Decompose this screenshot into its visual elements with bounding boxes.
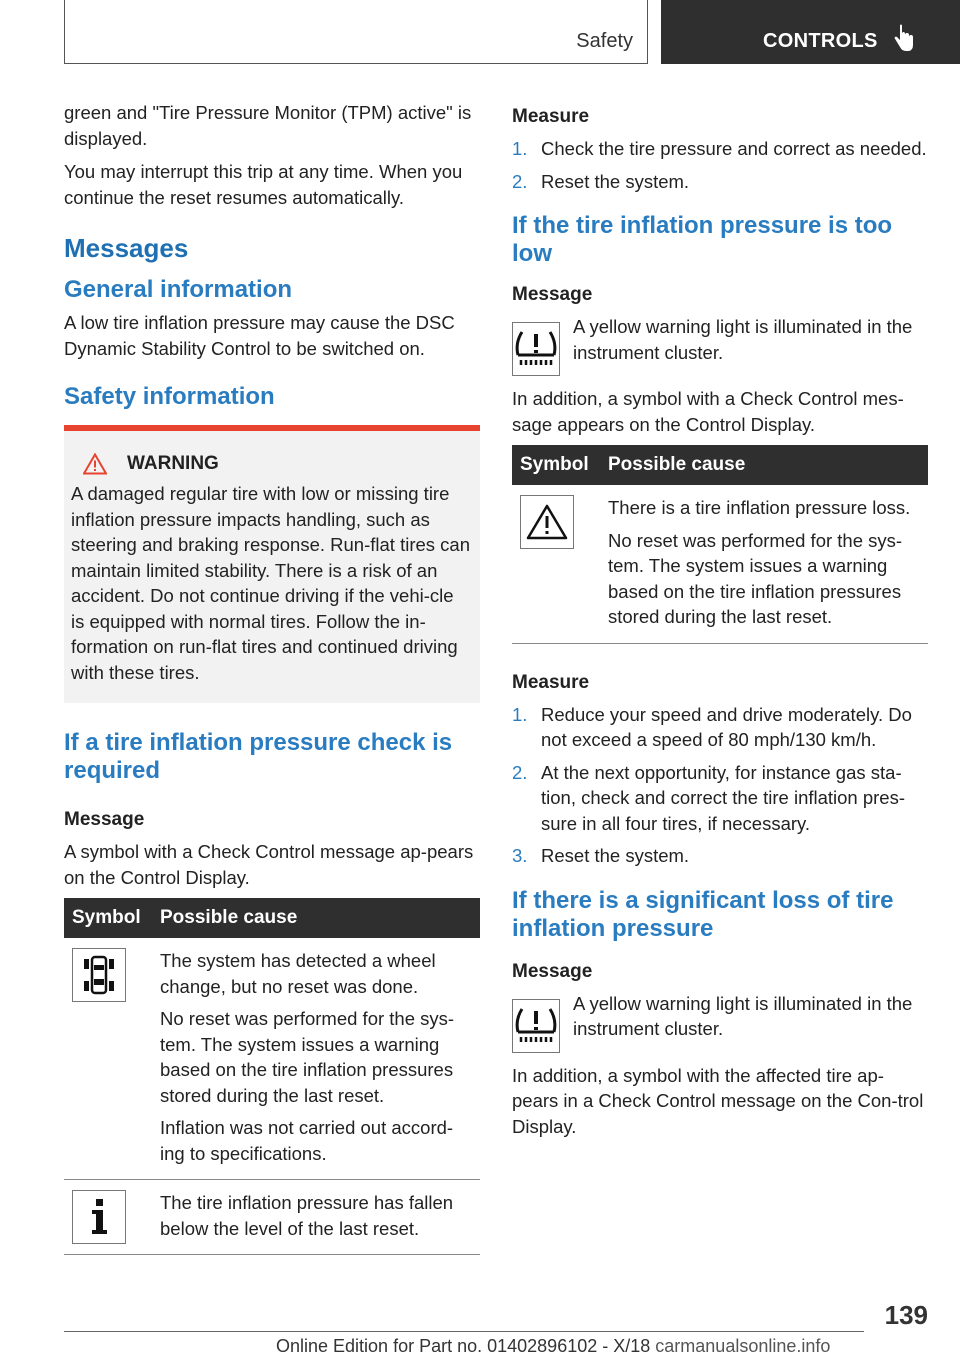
warning-light-message-2 <box>512 991 928 1053</box>
heading-significant-loss: If there is a significant loss of tire inflation pressure <box>512 886 894 942</box>
cause-text: The tire inflation pressure has fallen below the level of the last reset. <box>160 1192 454 1239</box>
table-header-row <box>512 445 928 485</box>
heading-safety-information: Safety information <box>64 383 275 410</box>
measure-steps <box>512 136 928 194</box>
cause-text: No reset was performed for the sys-tem. The system issues a warning based on the tire inflation pressures stored during the last reset. <box>608 529 903 627</box>
step-text: Reset the system. <box>541 845 690 866</box>
warning-light-message <box>512 314 928 376</box>
warning-triangle-icon <box>520 495 574 549</box>
table-header-cause: Possible cause <box>600 445 928 485</box>
step-number: 2. <box>512 761 528 783</box>
tire-pressure-warning-icon <box>512 999 560 1053</box>
right-column <box>512 104 928 1147</box>
step-text: At the next opportunity, for instance gas sta-tion, check and correct the tire inflation pres-sure in all four tires, if necessary. <box>541 761 906 834</box>
header-chapter-title: CONTROLS <box>763 30 878 52</box>
page-number: 139 <box>884 1300 928 1330</box>
tire-pressure-warning-icon <box>512 322 560 376</box>
intro-text-1: green and "Tire Pressure Monitor (TPM) active" is displayed. <box>64 102 472 149</box>
warning-box <box>64 425 480 703</box>
list-item <box>512 760 928 837</box>
warning-text: A damaged regular tire with low or missing tire inflation pressure impacts handling, such as steering and braking response. Run-flat tires can maintain limited stability. There is a risk of an accident. Do not continue driving if the vehi-cle is equipped with normal tires. Follow the in-formation on run-flat tires and continued driving with these tires. <box>71 483 470 683</box>
warning-title-text: WARNING <box>127 453 219 474</box>
message-label-2: Message <box>512 960 593 982</box>
cause-text: The system has detected a wheel change, but no reset was done. <box>160 950 436 997</box>
table-cell-symbol <box>512 485 600 643</box>
message-text: A symbol with a Check Control message ap-pears on the Control Display. <box>64 841 474 888</box>
footer-edition-text: Online Edition for Part no. 01402896102 - X/18 <box>276 1336 651 1356</box>
table-header-symbol: Symbol <box>64 898 152 938</box>
list-item <box>512 136 928 162</box>
header-section-title: Safety <box>576 30 633 52</box>
cause-text: There is a tire inflation pressure loss. <box>608 497 911 518</box>
table-cell-symbol <box>64 1180 152 1255</box>
measure-label: Measure <box>512 106 590 127</box>
header-chapter-tab <box>661 0 960 64</box>
footer-watermark: carmanualsonline.info <box>655 1336 831 1356</box>
step-text: Check the tire pressure and correct as needed. <box>541 138 927 159</box>
warning-light-text-2: A yellow warning light is illuminated in the instrument cluster. <box>573 992 913 1039</box>
list-item <box>512 702 928 753</box>
addition-text: In addition, a symbol with a Check Control mes-sage appears on the Control Display. <box>512 388 904 435</box>
footer-divider <box>64 1331 864 1332</box>
step-text: Reset the system. <box>541 170 690 192</box>
table-header-row <box>64 898 480 938</box>
table-row <box>512 485 928 643</box>
list-item <box>512 169 928 195</box>
table-header-cause: Possible cause <box>152 898 480 938</box>
footer-edition <box>276 1336 830 1357</box>
info-icon <box>72 1190 126 1244</box>
intro-text-2: You may interrupt this trip at any time. When you continue the reset resumes automatically. <box>64 161 463 208</box>
symbol-table-check <box>64 898 480 1255</box>
hand-pointer-icon <box>893 24 915 54</box>
table-row <box>64 1180 480 1255</box>
heading-pressure-check-required: If a tire inflation pressure check is required <box>64 729 453 784</box>
message-label: Message <box>512 284 593 305</box>
addition-text-2: In addition, a symbol with the affected tire ap-pears in a Check Control message on the Con-trol Display. <box>512 1064 924 1137</box>
table-cell-cause <box>600 485 928 643</box>
table-row <box>64 938 480 1180</box>
tire-car-icon <box>72 948 126 1002</box>
heading-pressure-too-low: If the tire inflation pressure is too low <box>512 212 893 267</box>
table-cell-cause <box>152 1180 480 1255</box>
table-cell-cause <box>152 938 480 1180</box>
left-column <box>64 100 480 1255</box>
heading-messages: Messages <box>64 233 189 263</box>
cause-text: Inflation was not carried out accord-ing to specifications. <box>160 1117 454 1164</box>
warning-light-text: A yellow warning light is illuminated in the instrument cluster. <box>573 316 913 363</box>
heading-general-information: General information <box>64 276 293 303</box>
symbol-table-low <box>512 445 928 644</box>
message-label: Message <box>64 809 145 830</box>
step-number: 1. <box>512 138 528 159</box>
step-text: Reduce your speed and drive moderately. Do not exceed a speed of 80 mph/130 km/h. <box>541 703 912 750</box>
warning-title <box>83 451 472 477</box>
list-item <box>512 843 928 869</box>
step-number: 3. <box>512 845 528 866</box>
table-header-symbol: Symbol <box>512 445 600 485</box>
header-section-tab <box>64 0 648 64</box>
cause-text: No reset was performed for the sys-tem. The system issues a warning based on the tire inflation pressures stored during the last reset. <box>160 1008 455 1106</box>
general-information-text: A low tire inflation pressure may cause the DSC Dynamic Stability Control to be switched on. <box>64 312 455 359</box>
table-cell-symbol <box>64 938 152 1180</box>
measure-label-2: Measure <box>512 671 590 693</box>
warning-triangle-icon <box>83 453 107 475</box>
measure-steps-2 <box>512 702 928 869</box>
step-number: 1. <box>512 703 528 725</box>
step-number: 2. <box>512 170 528 192</box>
